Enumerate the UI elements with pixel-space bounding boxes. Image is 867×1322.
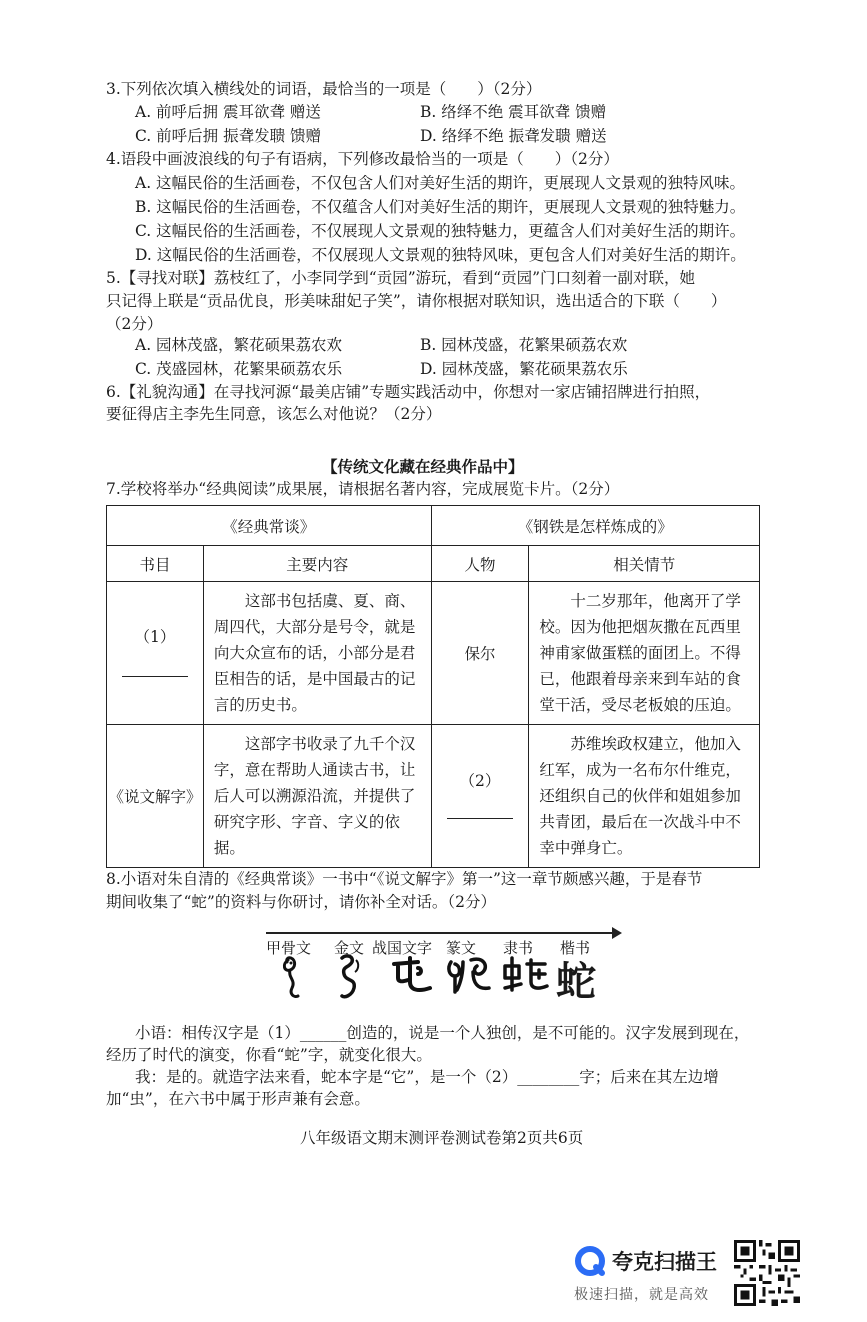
era-clerical: 隶书 xyxy=(503,939,534,957)
header-book: 书目 xyxy=(107,546,204,582)
answer-blank-2[interactable] xyxy=(447,817,513,819)
q4-option-a: A. 这幅民俗的生活画卷，不仅包含人们对美好生活的期许，更展现人文景观的独特风味。 xyxy=(135,174,746,192)
q3-option-a: A. 前呼后拥 震耳欲聋 赠送 xyxy=(135,103,321,121)
era-oracle-bone: 甲骨文 xyxy=(266,939,312,957)
q8-dialog-line1: 小语：相传汉字是（1）______创造的，说是一个人独创，是不可能的。汉字发展到现在， xyxy=(135,1024,750,1042)
clerical-snake-glyph xyxy=(501,952,551,996)
row2-content: 这部字书收录了九千个汉字，意在帮助人通读古书，让后人可以溯源沿流，并提供了研究字形、字音、字义的依据。 xyxy=(203,725,431,868)
era-regular: 楷书 xyxy=(560,939,591,957)
row2-blank-label: （2） xyxy=(459,772,501,790)
q8-dialog-line3: 我：是的。就造字法来看，蛇本字是“它”，是一个（2）________字；后来在其左边增 xyxy=(135,1068,719,1086)
scanner-logo-subtitle: 极速扫描，就是高效 xyxy=(574,1287,709,1303)
q3-option-c: C. 前呼后拥 振聋发聩 馈赠 xyxy=(135,127,322,145)
q7-stem: 7.学校将举办“经典阅读”成果展，请根据名著内容，完成展览卡片。（2分） xyxy=(106,480,620,498)
q5-option-a: A. 园林茂盛，繁花硕果荔农欢 xyxy=(135,336,343,354)
era-seal: 篆文 xyxy=(446,939,477,957)
q5-stem-line3: （2分） xyxy=(106,315,163,333)
q3-option-d: D. 络绎不绝 振聋发聩 赠送 xyxy=(420,127,607,145)
row2-person-cell xyxy=(431,725,529,868)
q8-dialog-line2: 经历了时代的演变，你看“蛇”字，就变化很大。 xyxy=(106,1046,432,1064)
q4-option-d: D. 这幅民俗的生活画卷，不仅展现人文景观的独特风味，更包含人们对美好生活的期许。 xyxy=(135,246,746,264)
oracle-bone-snake-glyph xyxy=(280,952,304,1002)
header-plot: 相关情节 xyxy=(529,546,760,582)
book1-title-cell: 《经典常谈》 xyxy=(107,506,432,546)
row1-blank-label: （1） xyxy=(134,628,176,646)
book2-title-cell: 《钢铁是怎样炼成的》 xyxy=(431,506,760,546)
q8-dialog-line4: 加“虫”，在六书中属于形声兼有会意。 xyxy=(106,1090,370,1108)
evolution-timeline xyxy=(266,932,616,934)
header-content: 主要内容 xyxy=(203,546,431,582)
exhibition-card-table xyxy=(106,505,760,868)
section-title: 【传统文化藏在经典作品中】 xyxy=(322,457,524,476)
q6-stem-line1: 6.【礼貌沟通】在寻找河源“最美店铺”专题实践活动中，你想对一家店铺招牌进行拍照， xyxy=(106,383,711,401)
era-warring-states: 战国文字 xyxy=(372,939,433,957)
q3-option-b: B. 络绎不绝 震耳欲聋 馈赠 xyxy=(420,103,607,121)
seal-snake-glyph xyxy=(443,952,493,996)
bronze-snake-glyph xyxy=(336,952,364,1002)
row1-person: 保尔 xyxy=(431,582,529,725)
scanner-watermark xyxy=(574,1243,730,1307)
row2-book: 《说文解字》 xyxy=(107,725,204,868)
q6-stem-line2: 要征得店主李先生同意，该怎么对他说？（2分） xyxy=(106,405,442,423)
row1-book-cell xyxy=(107,582,204,725)
q8-stem-line2: 期间收集了“蛇”的资料与你研讨，请你补全对话。（2分） xyxy=(106,893,496,911)
timeline-arrow-icon xyxy=(612,927,622,939)
q5-stem-line2: 只记得上联是“贡品优良，形美味甜妃子笑”，请你根据对联知识，选出适合的下联（ ） xyxy=(106,292,727,310)
header-person: 人物 xyxy=(431,546,529,582)
scanner-logo-title: 夸克扫描王 xyxy=(612,1250,717,1274)
q4-option-b: B. 这幅民俗的生活画卷，不仅蕴含人们对美好生活的期许，更展现人文景观的独特魅力。 xyxy=(135,198,746,216)
answer-blank-1[interactable] xyxy=(122,675,188,677)
q5-option-c: C. 茂盛园林，花繁果硕荔农乐 xyxy=(135,360,343,378)
q4-stem: 4.语段中画波浪线的句子有语病，下列修改最恰当的一项是（ ）（2分） xyxy=(106,150,619,168)
row2-plot: 苏维埃政权建立，他加入红军，成为一名布尔什维克，还组织自己的伙伴和姐姐参加共青团，最后在一次战斗中不幸中弹身亡。 xyxy=(529,725,760,868)
row1-content: 这部书包括虞、夏、商、周四代，大部分是号令，就是向大众宣布的话，小部分是君臣相告的话，是中国最古的记言的历史书。 xyxy=(203,582,431,725)
row1-plot: 十二岁那年，他离开了学校。因为他把烟灰撒在瓦西里神甫家做蛋糕的面团上。不得已，他跟着母亲来到车站的食堂干活，受尽老板娘的压迫。 xyxy=(529,582,760,725)
q5-option-d: D. 园林茂盛，繁花硕果荔农乐 xyxy=(420,360,628,378)
q5-option-b: B. 园林茂盛，花繁果硕荔农欢 xyxy=(420,336,628,354)
q8-stem-line1: 8.小语对朱自清的《经典常谈》一书中“《说文解字》第一”这一章节颇感兴趣，于是春节 xyxy=(106,870,703,888)
qr-code-icon[interactable] xyxy=(734,1240,800,1306)
era-bronze: 金文 xyxy=(334,939,365,957)
q5-stem-line1: 5.【寻找对联】荔枝红了，小李同学到“贡园”游玩，看到“贡园”门口刻着一副对联，她 xyxy=(106,269,695,287)
scanner-logo-icon xyxy=(574,1245,606,1277)
warring-states-snake-glyph xyxy=(388,952,434,996)
q3-stem: 3.下列依次填入横线处的词语，最恰当的一项是（ ）（2分） xyxy=(106,80,542,98)
page-footer: 八年级语文期末测评卷测试卷第2页共6页 xyxy=(300,1129,584,1147)
regular-script-snake-char: 蛇 xyxy=(556,958,596,1005)
q4-option-c: C. 这幅民俗的生活画卷，不仅展现人文景观的独特魅力，更蕴含人们对美好生活的期许。 xyxy=(135,222,746,240)
